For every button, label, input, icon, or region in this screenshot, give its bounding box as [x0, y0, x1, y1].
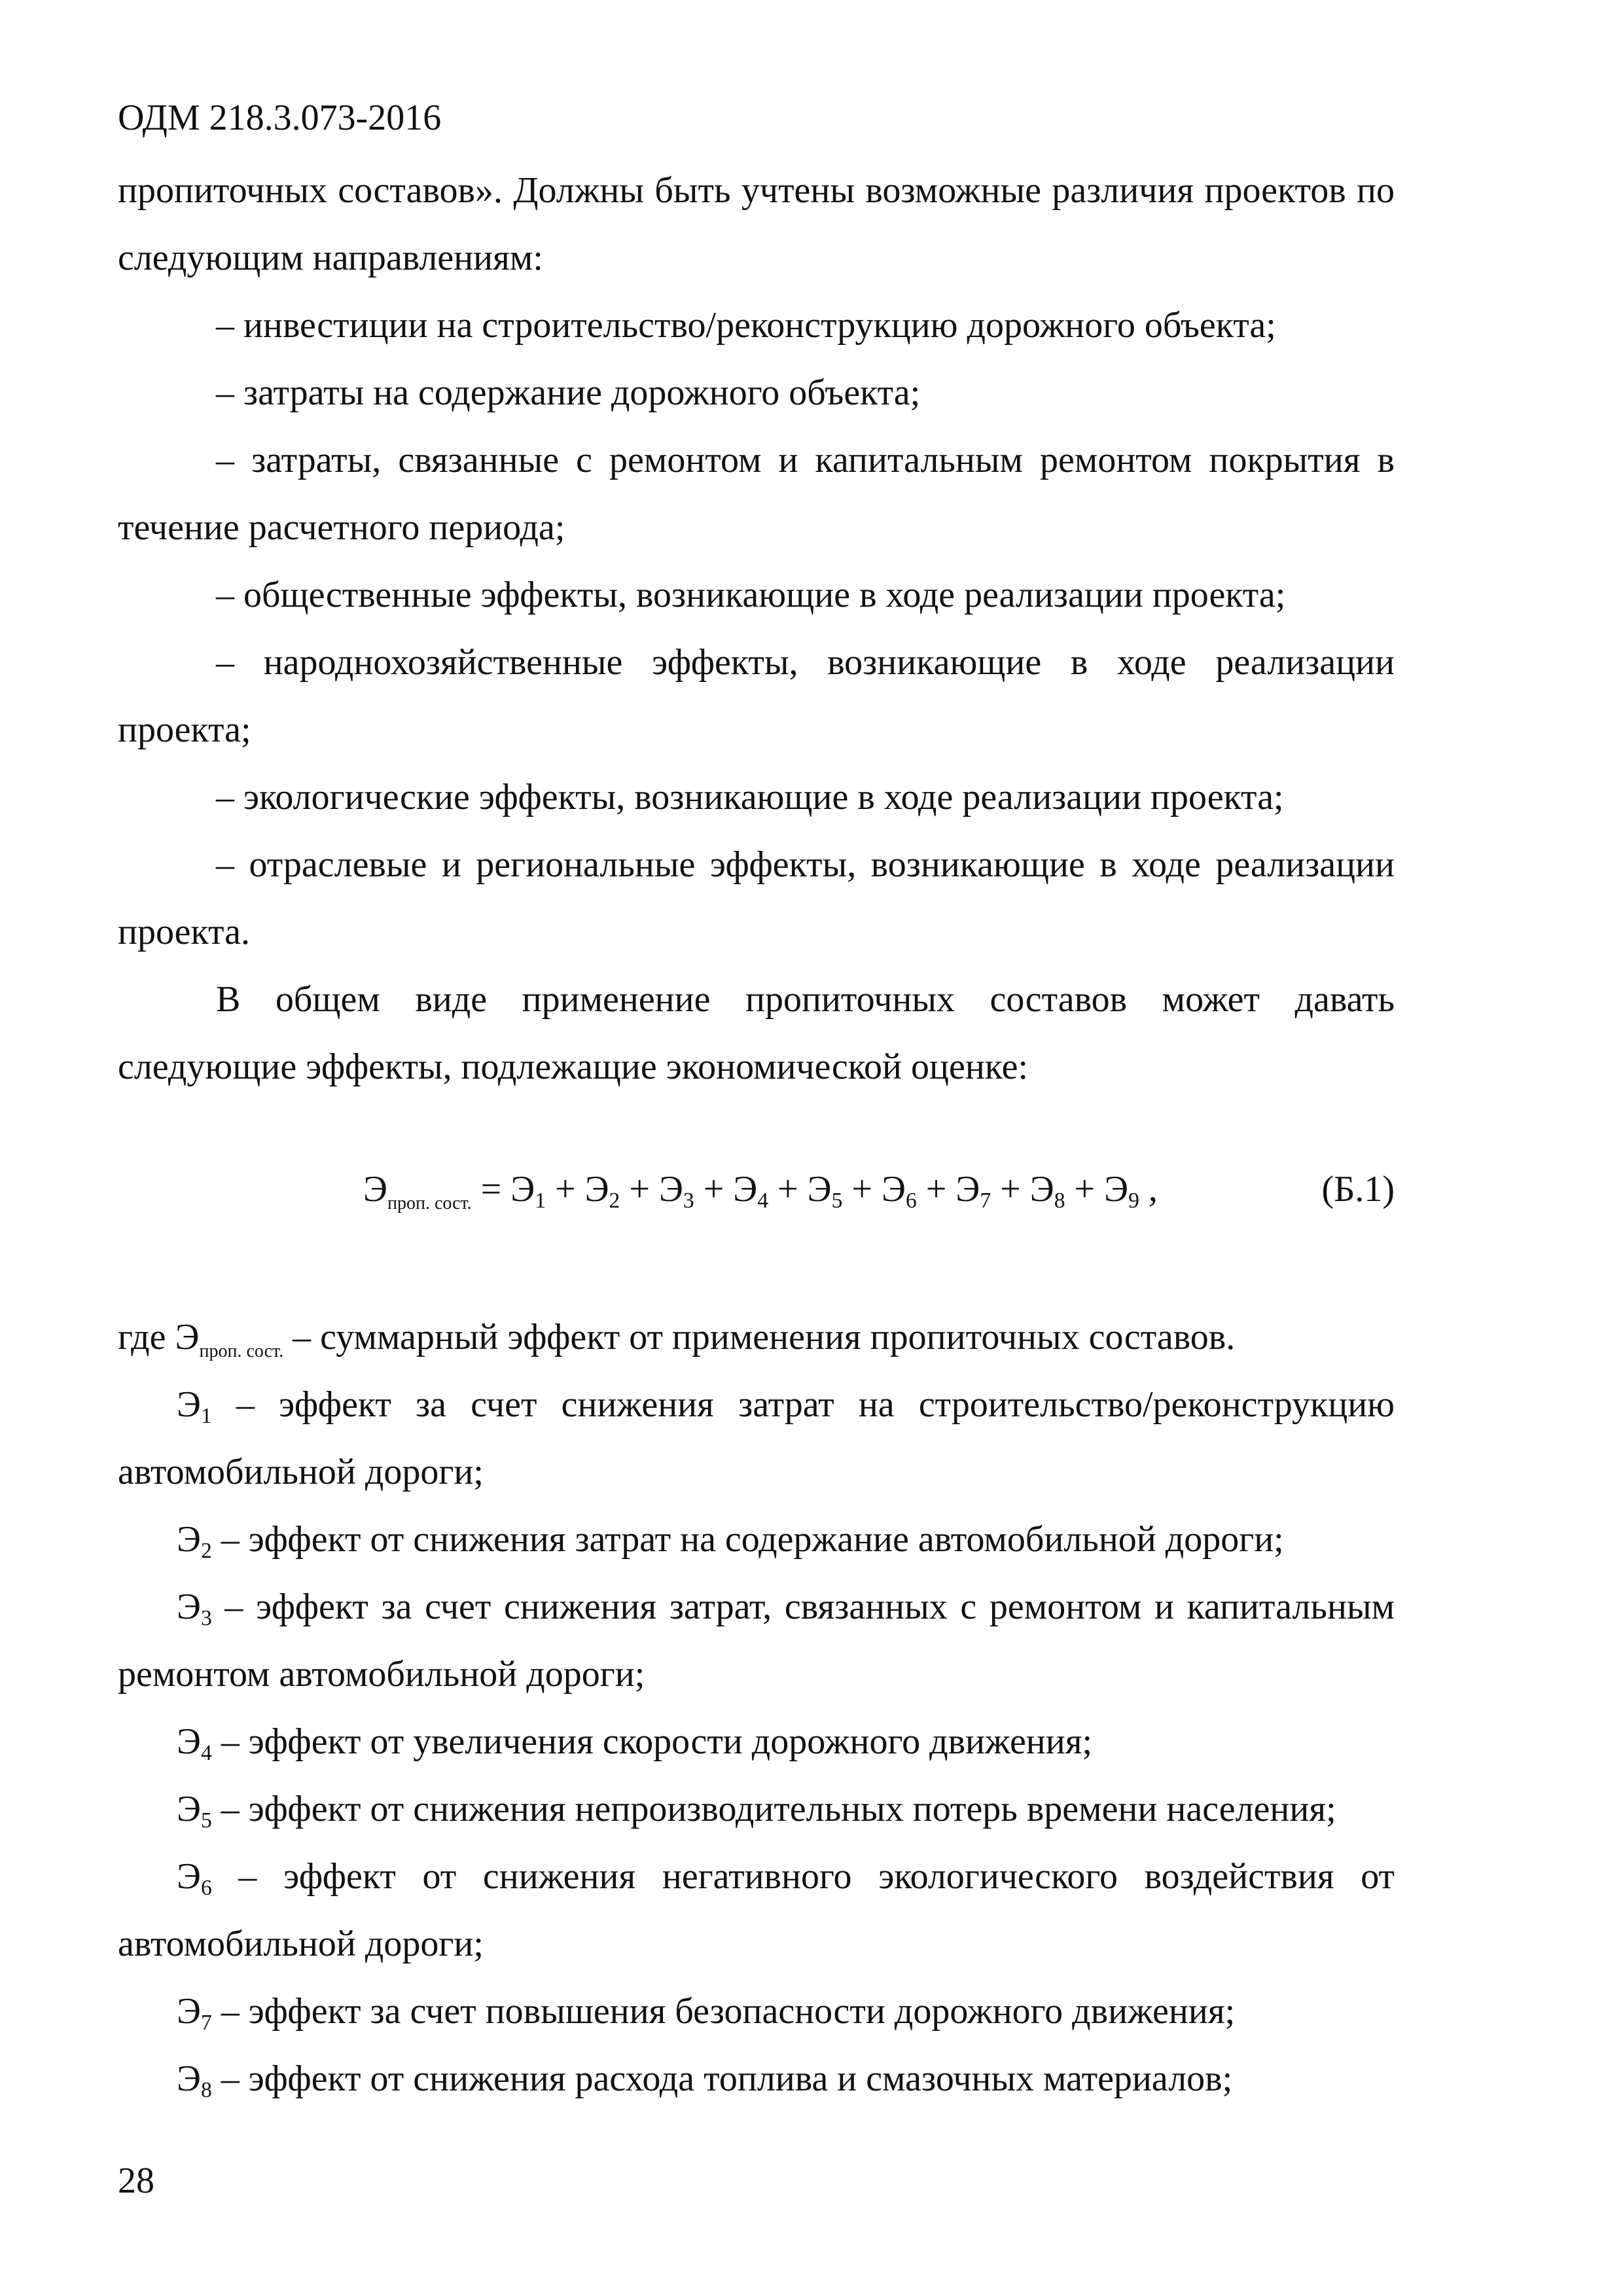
formula-term: Э	[1104, 1169, 1129, 1210]
formula-plus: +	[545, 1169, 585, 1210]
formula-term-subscript: 7	[980, 1189, 991, 1213]
formula-lhs-symbol: Э	[363, 1169, 387, 1210]
formula-term-subscript: 1	[535, 1189, 546, 1213]
formula-equals: =	[471, 1169, 511, 1210]
where-symbol: Э	[175, 1317, 200, 1357]
formula-term-subscript: 6	[905, 1189, 917, 1213]
intro-paragraph: пропиточных составов». Должны быть учтены возможные различия проектов по следующим направлениям:	[118, 170, 1395, 278]
bullet-item: – общественные эффекты, возникающие в ходе реализации проекта;	[216, 575, 1286, 615]
bullet-item: – инвестиции на строительство/реконструкцию дорожного объекта;	[216, 305, 1276, 346]
definition-item	[118, 2045, 1395, 2113]
definition-subscript: 4	[200, 1741, 212, 1765]
definition-text: – эффект за счет повышения безопасности дорожного движения;	[211, 1991, 1236, 2032]
definition-item	[118, 1978, 1395, 2045]
formula-term: Э	[1029, 1169, 1054, 1210]
where-paragraph	[118, 1304, 1395, 1371]
definition-subscript: 3	[200, 1606, 212, 1630]
formula-term-subscript: 9	[1128, 1189, 1139, 1213]
bullet-item: – затраты на содержание дорожного объекта;	[216, 372, 921, 413]
definition-symbol: Э	[177, 1384, 201, 1425]
definition-item	[118, 1573, 1395, 1708]
formula-trail: ,	[1139, 1169, 1158, 1210]
formula-b1	[363, 1163, 1158, 1215]
formula-term: Э	[733, 1169, 758, 1210]
definition-text: – эффект от снижения расхода топлива и смазочных материалов;	[211, 2058, 1233, 2099]
formula-plus: +	[916, 1169, 956, 1210]
bullet-item: – затраты, связанные с ремонтом и капитальным ремонтом покрытия в течение расчетного периода;	[118, 440, 1395, 548]
formula-plus: +	[991, 1169, 1030, 1210]
definition-item	[118, 1506, 1395, 1573]
formula-term-subscript: 5	[831, 1189, 843, 1213]
where-prefix: где	[118, 1317, 175, 1357]
formula-term-subscript: 3	[683, 1189, 694, 1213]
definition-subscript: 2	[200, 1539, 212, 1563]
definition-symbol: Э	[177, 1856, 201, 1897]
definition-item	[118, 1776, 1395, 1843]
definition-symbol: Э	[177, 1789, 201, 1829]
formula-term: Э	[658, 1169, 683, 1210]
where-text: – суммарный эффект от применения пропиточных составов.	[283, 1317, 1236, 1357]
bullet-item: – народнохозяйственные эффекты, возникающие в ходе реализации проекта;	[118, 642, 1395, 750]
formula-term-subscript: 8	[1054, 1189, 1065, 1213]
definition-text: – эффект за счет снижения затрат, связанных с ремонтом и капитальным ремонтом автомобильной дороги;	[118, 1587, 1395, 1695]
formula-term: Э	[807, 1169, 832, 1210]
definition-text: – эффект от снижения непроизводительных потерь времени населения;	[211, 1789, 1336, 1829]
general-paragraph: В общем виде применение пропиточных составов может давать следующие эффекты, подлежащие экономической оценке:	[118, 979, 1395, 1087]
definition-item	[118, 1843, 1395, 1978]
formula-plus: +	[1065, 1169, 1105, 1210]
definition-text: – эффект от снижения затрат на содержание автомобильной дороги;	[211, 1519, 1284, 1560]
definition-text: – эффект от снижения негативного экологического воздействия от автомобильной дороги;	[118, 1856, 1395, 1964]
formula-plus: +	[694, 1169, 734, 1210]
definition-symbol: Э	[177, 2058, 201, 2099]
formula-plus: +	[842, 1169, 882, 1210]
where-subscript: проп. сост.	[199, 1341, 284, 1361]
definition-symbol: Э	[177, 1721, 201, 1762]
formula-block	[118, 1101, 1395, 1304]
definition-item	[118, 1708, 1395, 1776]
formula-term: Э	[882, 1169, 906, 1210]
formula-term-subscript: 2	[609, 1189, 620, 1213]
definition-subscript: 5	[200, 1808, 212, 1833]
formula-plus: +	[620, 1169, 659, 1210]
definition-subscript: 1	[200, 1404, 212, 1428]
definition-item	[118, 1371, 1395, 1506]
formula-lhs-subscript: проп. сост.	[387, 1193, 472, 1213]
bullet-item: – экологические эффекты, возникающие в ходе реализации проекта;	[216, 777, 1284, 817]
bullet-item: – отраслевые и региональные эффекты, возникающие в ходе реализации проекта.	[118, 844, 1395, 952]
document-body	[118, 157, 1395, 2113]
definition-text: – эффект за счет снижения затрат на строительство/реконструкцию автомобильной дороги;	[118, 1384, 1395, 1492]
formula-term: Э	[955, 1169, 980, 1210]
formula-term-subscript: 4	[757, 1189, 769, 1213]
formula-term: Э	[510, 1169, 535, 1210]
definition-symbol: Э	[177, 1519, 201, 1560]
definition-symbol: Э	[177, 1991, 201, 2032]
definition-subscript: 7	[200, 2011, 212, 2035]
formula-plus: +	[768, 1169, 808, 1210]
definition-text: – эффект от увеличения скорости дорожного движения;	[211, 1721, 1093, 1762]
document-code-header: ОДМ 218.3.073-2016	[118, 98, 442, 138]
definition-symbol: Э	[177, 1587, 201, 1627]
definition-subscript: 8	[200, 2078, 212, 2102]
formula-number: (Б.1)	[1321, 1169, 1395, 1210]
definition-subscript: 6	[200, 1876, 212, 1900]
formula-term: Э	[584, 1169, 609, 1210]
page-number: 28	[118, 2161, 154, 2201]
